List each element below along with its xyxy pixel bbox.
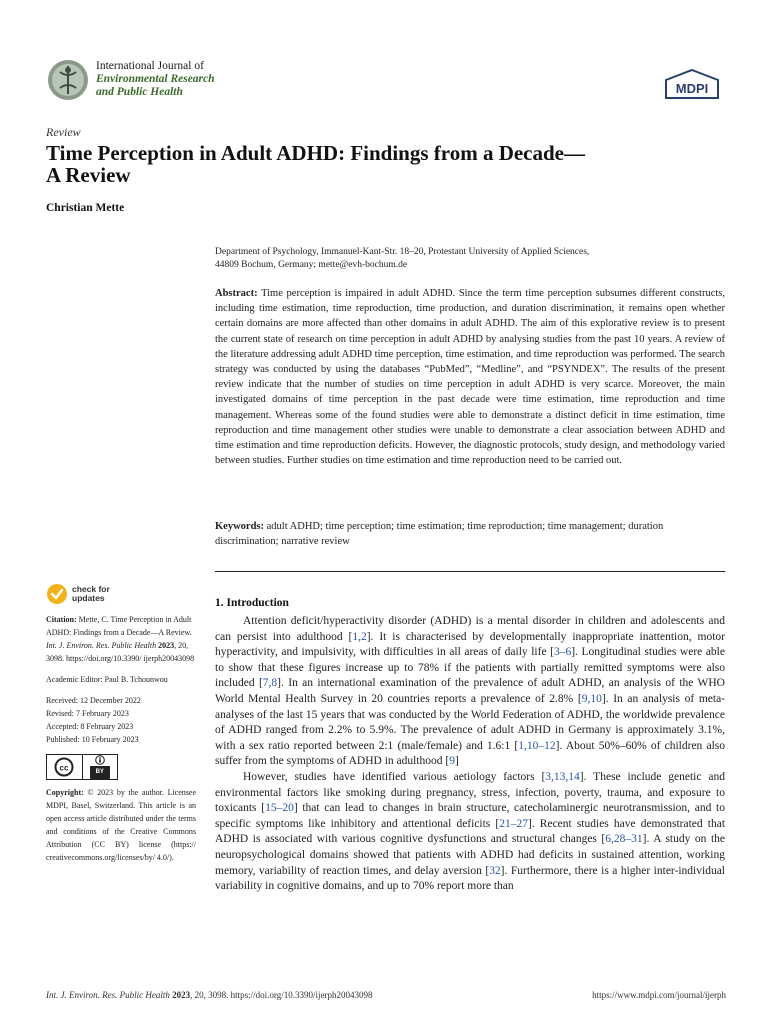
date-published: Published: 10 February 2023	[46, 735, 139, 744]
cc-by-license-badge[interactable]	[46, 754, 118, 780]
copyright-label: Copyright:	[46, 788, 84, 797]
affiliation-line2: 44809 Bochum, Germany; mette@evh-bochum.de	[215, 260, 408, 270]
reference-link[interactable]: 15–20	[265, 802, 294, 815]
journal-name-line3: and Public Health	[96, 86, 183, 98]
reference-link[interactable]: 9	[449, 755, 455, 768]
introduction-paragraph-2: However, studies have identified various aetiology factors [3,13,14]. These include genetic and environmental factors like smoking during pregnancy, stress, infection, poverty, trauma, and exposure to toxicants [15–20] that can lead to changes in brain structure, catecholaminergic neurotransmission, and to specific symptoms like inhibitory and attentional deficits [21–27]. Recent studies have demonstrated that ADHD is associated with various cognitive dysfunctions and structural changes [6,28–31]. A study on the neuropsychological domains showed that patients with ADHD had deficits in sustained attention, working memory, variability of reaction times, and delay aversion [32]. Furthermore, there is a higher inter-individual variability in cognitive domains, and up to 70% report more than	[215, 770, 726, 893]
introduction-heading: 1. Introduction	[215, 597, 289, 609]
reference-link[interactable]: 3,13,14	[545, 770, 580, 783]
citation-text-a: Mette, C. Time Perception in Adult ADHD: Findings from a Decade—A Review.	[46, 615, 192, 637]
sidebar	[46, 583, 196, 872]
keywords-label: Keywords:	[215, 521, 264, 532]
by-icon	[82, 755, 118, 779]
reference-link[interactable]: 21–27	[499, 817, 528, 830]
footer-doi[interactable]: , 20, 3098. https://doi.org/10.3390/ijerph20043098	[190, 990, 373, 1000]
check-updates-icon	[46, 583, 68, 605]
date-received: Received: 12 December 2022	[46, 696, 141, 705]
citation-year: 2023	[158, 641, 175, 650]
footer-year: 2023	[172, 990, 191, 1000]
journal-name	[96, 60, 215, 99]
reference-link[interactable]: 3–6	[553, 646, 572, 659]
cc-text: cc	[59, 763, 69, 773]
date-revised: Revised: 7 February 2023	[46, 709, 129, 718]
abstract	[215, 286, 725, 468]
footer-journal-abbrev: Int. J. Environ. Res. Public Health	[46, 990, 170, 1000]
article-title	[46, 142, 726, 186]
article-title-line2: A Review	[46, 163, 131, 187]
mdpi-logo-text: MDPI	[675, 81, 709, 96]
section-divider	[215, 571, 725, 572]
page-footer	[46, 990, 726, 1000]
creative-commons-icon	[54, 757, 74, 777]
dates	[46, 694, 196, 746]
keywords-text: adult ADHD; time perception; time estimation; time reproduction; time management; duration discrimination; narrative review	[215, 521, 664, 548]
by-label: BY	[90, 766, 110, 779]
introduction-paragraph-1: Attention deficit/hyperactivity disorder (ADHD) is a mental disorder in children and adolescents and can persist into adulthood [1,2]. It is characterised by developmentally inappropriate inattention, motor hyperactivity, and impulsivity, with difficulties in all areas of daily life [3–6]. Longitudinal studies were able to show that these figures increase up to 78% if the patients with partially remitted symptoms were also included [7,8]. In an international examination of the prevalence of adult ADHD, an analysis of the WHO World Mental Health Survey in 20 countries reports a prevalence of 2.8% [9,10]. In an analysis of meta-analyses of the last 15 years that was conducted by the World Federation of ADHD, the worldwide prevalence of ADHD ranged from 2.2% to 5.9%. The prevalence of adult ADHD in Germany is approximately 3.1%, with a sex ratio reported between 2:1 (male/female) and 1.6:1 [1,10–12]. About 50%–60% of children also suffer from the symptoms of ADHD in adulthood [9]	[215, 615, 726, 768]
article-author: Christian Mette	[46, 202, 125, 214]
check-updates-line2: updates	[72, 593, 105, 603]
author-affiliation	[215, 246, 725, 272]
article-type: Review	[46, 125, 81, 139]
academic-editor: Academic Editor: Paul B. Tchounwou	[46, 675, 168, 684]
attribution-person-icon	[93, 755, 107, 765]
mdpi-logo-icon	[662, 68, 722, 102]
journal-name-line2: Environmental Research	[96, 73, 215, 85]
check-updates-text	[72, 585, 110, 603]
footer-journal-url[interactable]: https://www.mdpi.com/journal/ijerph	[592, 990, 726, 1000]
footer-citation	[46, 990, 372, 1000]
abstract-text: Time perception is impaired in adult ADHD. Since the term time perception subsumes different constructs, including time estimation, time reproduction, time production, and duration discrimination, it remains open whether certain domains are more affected than other domains in adult ADHD. The aim of this explorative review is to present the current state of research on time perception in adult ADHD by analysing studies from the past 10 years. A review of the literature addressing adult ADHD time perception, time estimation, and time reproduction was performed. The search strategy was conducted by using the databases “PubMed”, “Medline”, and “PSYNDEX”. The results of the present review indicate that the number of studies on time perception in adult ADHD is very scarce. Moreover, the main investigated domains of time perception in the past decade were time estimation, time reproduction and time management. Whereas some of the found studies were able to demonstrate a distinct deficit in time estimation, time reproduction and time management other studies were unable to demonstrate a clear association between ADHD and time estimation and time reproduction deficits. However, the diagnostic protocols, study design, and methodology varied between studies. Further studies on time estimation and time reproduction need to be carried out.	[215, 288, 725, 467]
check-updates-line1: check for	[72, 584, 110, 594]
citation-label: Citation:	[46, 615, 77, 624]
reference-link[interactable]: 9,10	[581, 692, 602, 705]
keywords	[215, 519, 725, 549]
journal-name-line1: International Journal of	[96, 60, 204, 72]
abstract-label: Abstract:	[215, 288, 258, 299]
copyright	[46, 786, 196, 864]
check-for-updates-button[interactable]	[46, 583, 196, 605]
cc-icon	[47, 755, 82, 779]
reference-link[interactable]: 1,2	[352, 630, 367, 643]
journal-logo-icon	[46, 58, 90, 102]
affiliation-line1: Department of Psychology, Immanuel-Kant-Str. 18–20, Protestant University of Applied Sciences,	[215, 247, 590, 257]
introduction-body	[215, 614, 725, 895]
reference-link[interactable]: 6,28–31	[605, 833, 643, 846]
copyright-text: © 2023 by the author. Licensee MDPI, Basel, Switzerland. This article is an open access article distributed under the terms and conditions of the Creative Commons Attribution (CC BY) license (https:// creativecommons.org/licenses/by/ 4.0/).	[46, 788, 196, 862]
citation-text-b[interactable]: , 20, 3098. https://doi.org/10.3390/ ijerph20043098	[46, 641, 195, 663]
reference-link[interactable]: 32	[489, 864, 501, 877]
journal-header	[46, 58, 726, 108]
citation-journal: Int. J. Environ. Res. Public Health	[46, 641, 157, 650]
article-title-line1: Time Perception in Adult ADHD: Findings from a Decade—	[46, 141, 586, 165]
citation	[46, 613, 196, 665]
reference-link[interactable]: 1,10–12	[518, 739, 556, 752]
date-accepted: Accepted: 8 February 2023	[46, 722, 134, 731]
reference-link[interactable]: 7,8	[262, 677, 278, 690]
